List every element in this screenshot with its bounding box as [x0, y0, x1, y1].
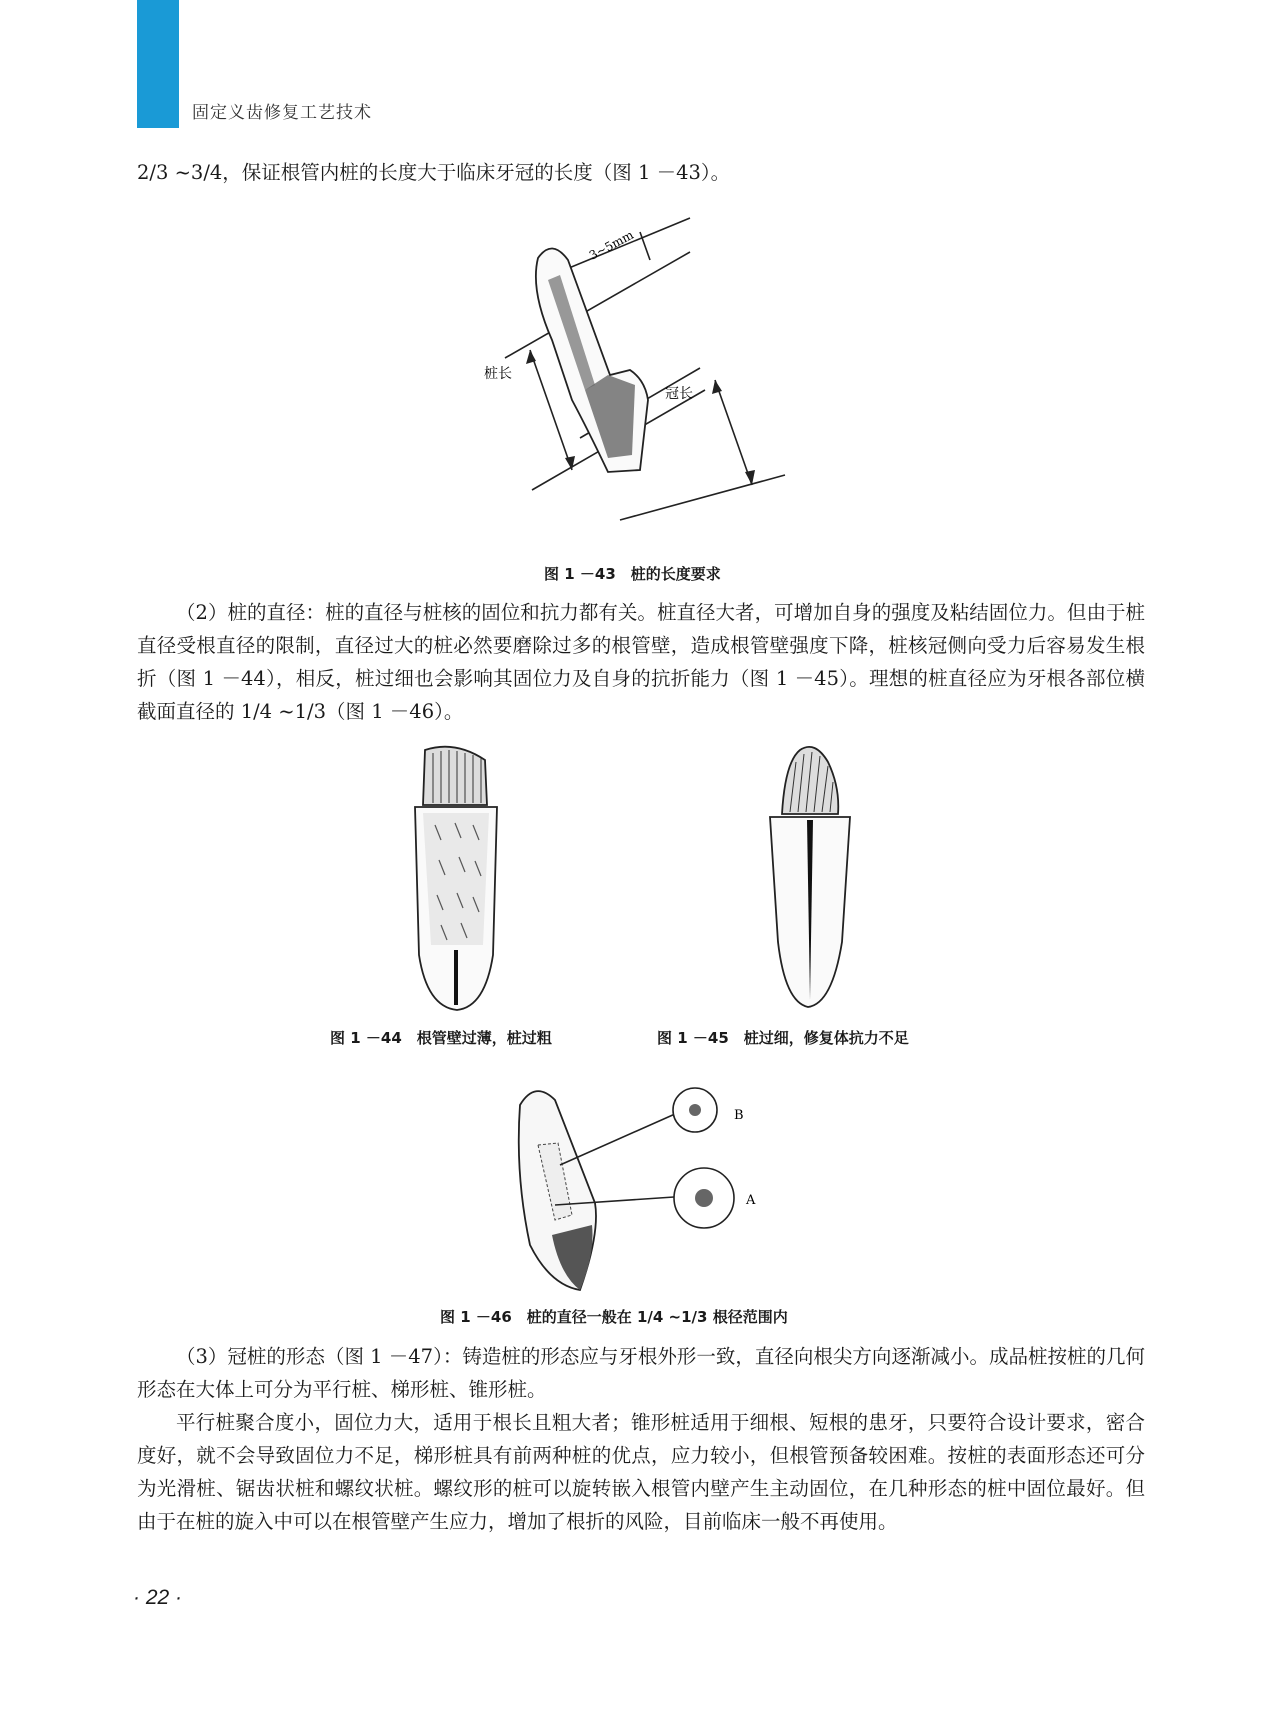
- paragraph-4: 平行桩聚合度小，固位力大，适用于根长且粗大者；锥形桩适用于细根、短根的患牙，只要符合设计要求，密合度好，就不会导致固位力不足，梯形桩具有前两种桩的优点，应力较小，但根管预备较困难。按桩的表面形态还可分为光滑桩、锯齿状桩和螺纹状桩。螺纹形的桩可以旋转嵌入根管内壁产生主动固位，在几种形态的桩中固位最好。但由于在桩的旋入中可以在根管壁产生应力，增加了根折的风险，目前临床一般不再使用。: [137, 1411, 1145, 1533]
- label-top-dim: 3~5mm: [586, 227, 636, 263]
- figure-1-43-post-length-diagram: [484, 220, 800, 530]
- label-a: A: [746, 1193, 756, 1208]
- figure-1-45-thin-post-diagram: [760, 742, 860, 1012]
- crown-length-arrow: [715, 380, 752, 485]
- header-accent-bar: [137, 0, 179, 128]
- paragraph-2: （2）桩的直径：桩的直径与桩核的固位和抗力都有关。桩直径大者，可增加自身的强度及粘结固位力。但由于桩直径受根直径的限制，直径过大的桩必然要磨除过多的根管壁，造成根管壁强度下降，桩核冠侧向受力后容易发生根折（图 1 －44），相反，桩过细也会影响其固位力及自身的抗折能力（图 1 －45）。理想的桩直径应为牙根各部位横截面直径的 1/4 ~1/3（图 1 －46）。: [137, 601, 1145, 723]
- label-b: B: [734, 1108, 744, 1123]
- leader-line-b: [560, 1110, 684, 1165]
- thick-post-shading: [423, 813, 489, 945]
- post-section-b: [689, 1104, 701, 1116]
- figure-1-44-thick-post-diagram: [405, 745, 515, 1015]
- post-section-a: [695, 1189, 713, 1207]
- label-post-length: 桩长: [484, 366, 512, 382]
- caption-fig-1-45: 图 1 －45 桩过细，修复体抗力不足: [657, 1029, 909, 1047]
- page-number: · 22 ·: [133, 1586, 183, 1609]
- caption-fig-1-44: 图 1 －44 根管壁过薄，桩过粗: [330, 1029, 552, 1047]
- paragraph-3: （3）冠桩的形态（图 1 －47）：铸造桩的形态应与牙根外形一致，直径向根尖方向逐渐减小。成品桩按桩的几何形态在大体上可分为平行桩、梯形桩、锥形桩。: [137, 1345, 1145, 1401]
- figure-1-46-post-diameter-diagram: [510, 1085, 780, 1295]
- crown-core-outline: [782, 747, 838, 814]
- caption-fig-1-43: 图 1 －43 桩的长度要求: [544, 565, 721, 583]
- caption-fig-1-46: 图 1 －46 桩的直径一般在 1/4 ~1/3 根径范围内: [440, 1308, 788, 1326]
- root-canal-line: [454, 950, 458, 1005]
- label-crown-length: 冠长: [665, 386, 693, 402]
- running-head-title: 固定义齿修复工艺技术: [192, 103, 372, 123]
- paragraph-1: 2/3 ~3/4，保证根管内桩的长度大于临床牙冠的长度（图 1 －43）。: [137, 161, 731, 184]
- dim-line-crown-tip: [620, 475, 785, 520]
